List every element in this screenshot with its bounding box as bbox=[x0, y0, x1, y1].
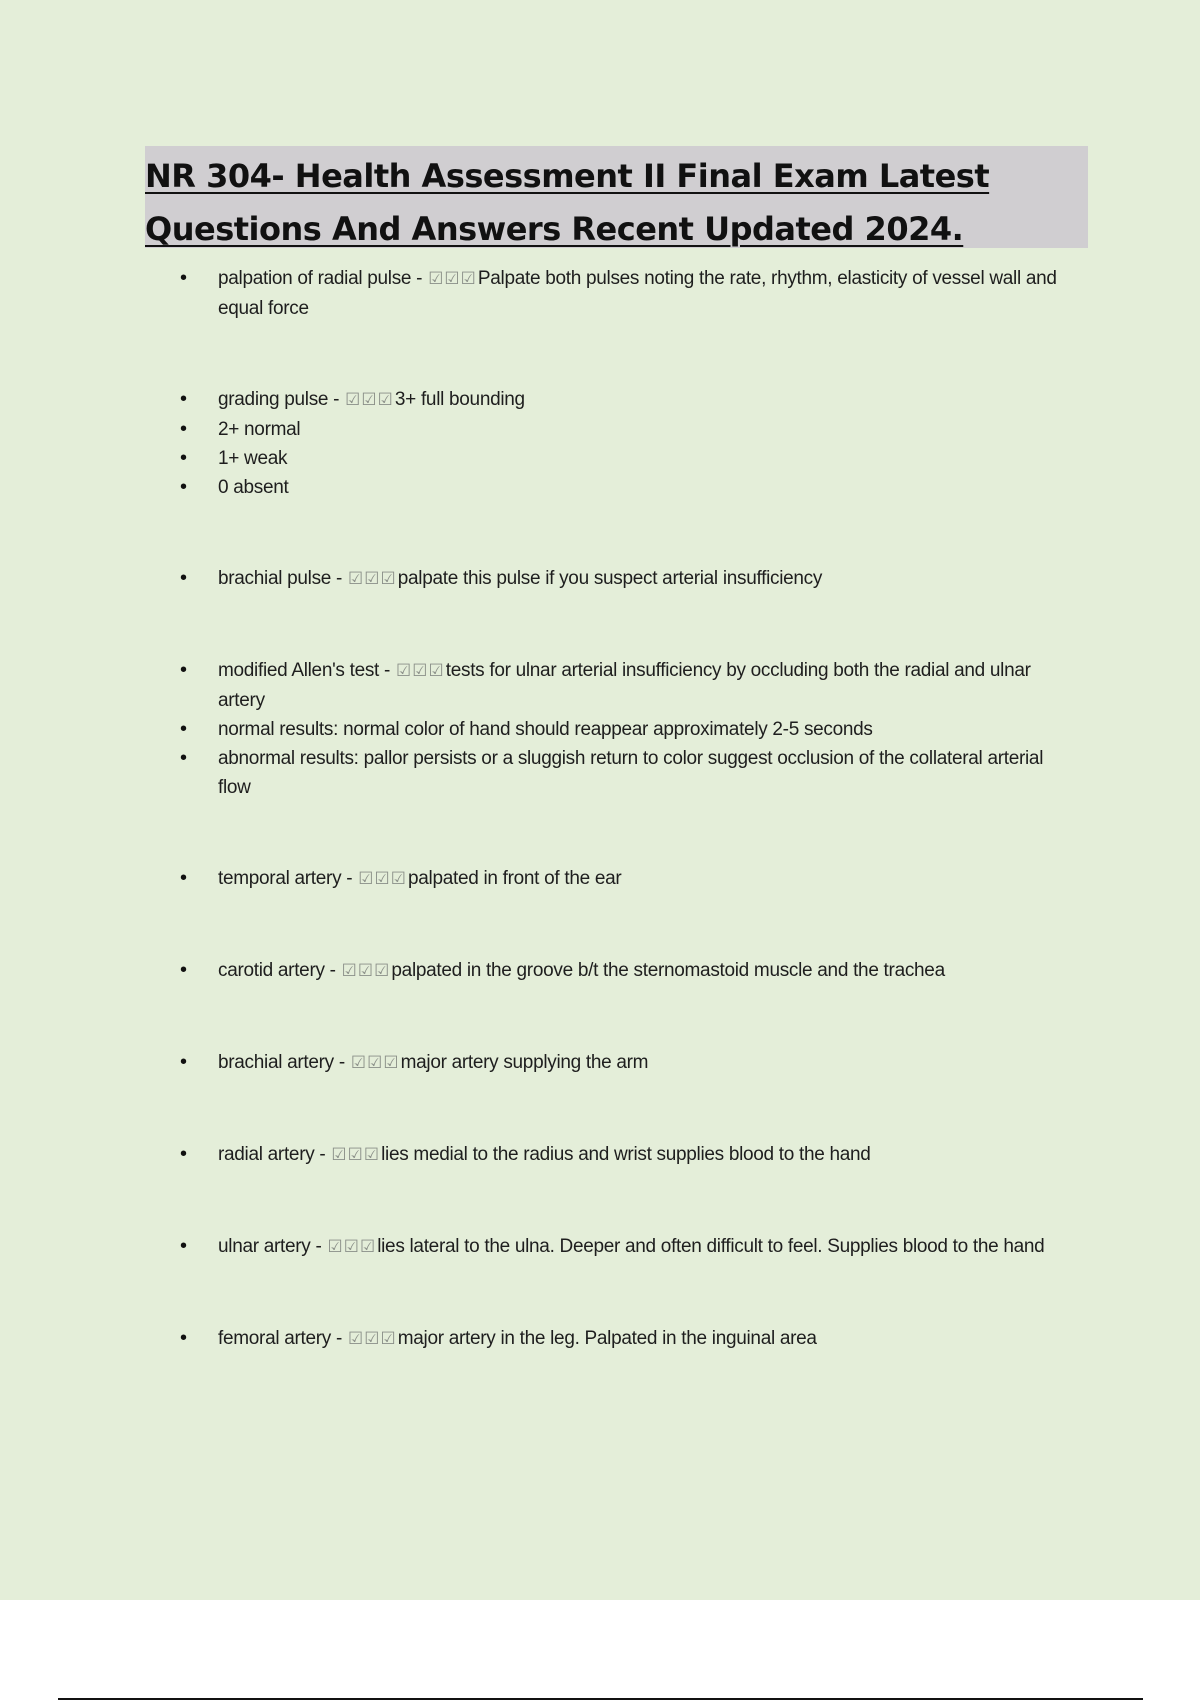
list-item bbox=[180, 1140, 1080, 1170]
list-item bbox=[180, 1048, 1080, 1078]
checkbox-icon: ☑☑☑ bbox=[348, 1329, 397, 1349]
item-term: brachial pulse - bbox=[218, 568, 348, 589]
qa-group bbox=[180, 1140, 1080, 1170]
item-term: modified Allen's test - bbox=[218, 660, 396, 681]
title-line-2: Questions And Answers Recent Updated 2024. bbox=[145, 210, 964, 248]
list-item bbox=[180, 744, 1080, 802]
qa-group bbox=[180, 864, 1080, 894]
qa-group bbox=[180, 1324, 1080, 1354]
qa-group bbox=[180, 956, 1080, 986]
item-term: palpation of radial pulse - bbox=[218, 268, 428, 289]
checkbox-icon: ☑☑☑ bbox=[396, 661, 445, 681]
item-text: palpated in front of the ear bbox=[408, 868, 622, 889]
list-item bbox=[180, 864, 1080, 894]
title-highlight bbox=[145, 146, 1088, 248]
item-text: Palpate both pulses noting the rate, rhythm, elasticity of vessel wall and equal force bbox=[218, 268, 1057, 319]
checkbox-icon: ☑☑☑ bbox=[345, 390, 394, 410]
item-text: 2+ normal bbox=[218, 419, 301, 440]
item-text: 1+ weak bbox=[218, 448, 288, 469]
list-item bbox=[180, 1324, 1080, 1354]
item-text: abnormal results: pallor persists or a sluggish return to color suggest occlusion of the collateral arterial flow bbox=[218, 748, 1044, 798]
item-text: major artery supplying the arm bbox=[400, 1052, 649, 1073]
item-text: tests for ulnar arterial insufficiency by occluding both the radial and ulnar artery bbox=[218, 660, 1031, 711]
qa-group bbox=[180, 656, 1080, 802]
list-item bbox=[180, 956, 1080, 986]
checkbox-icon: ☑☑☑ bbox=[358, 869, 407, 889]
item-text: lies medial to the radius and wrist supplies blood to the hand bbox=[381, 1144, 871, 1165]
item-text: palpated in the groove b/t the sternomastoid muscle and the trachea bbox=[391, 960, 945, 981]
item-term: ulnar artery - bbox=[218, 1236, 327, 1257]
checkbox-icon: ☑☑☑ bbox=[350, 1053, 400, 1073]
checkbox-icon: ☑☑☑ bbox=[341, 961, 391, 981]
list-item bbox=[180, 564, 1080, 594]
list-item bbox=[180, 1232, 1080, 1262]
document-title bbox=[145, 146, 1088, 256]
checkbox-icon: ☑☑☑ bbox=[428, 269, 477, 289]
list-item bbox=[180, 656, 1080, 715]
item-text: 0 absent bbox=[218, 477, 289, 498]
title-line-1: NR 304- Health Assessment II Final Exam Latest bbox=[145, 157, 990, 195]
qa-group bbox=[180, 1232, 1080, 1262]
item-text: 3+ full bounding bbox=[394, 389, 525, 410]
qa-group bbox=[180, 564, 1080, 594]
item-term: carotid artery - bbox=[218, 960, 341, 981]
list-item bbox=[180, 715, 1080, 744]
checkbox-icon: ☑☑☑ bbox=[331, 1145, 381, 1165]
qa-group bbox=[180, 264, 1080, 323]
item-text: major artery in the leg. Palpated in the inguinal area bbox=[397, 1328, 817, 1349]
item-text: palpate this pulse if you suspect arterial insufficiency bbox=[397, 568, 823, 589]
item-term: grading pulse - bbox=[218, 389, 345, 410]
list-item bbox=[180, 415, 1080, 444]
checkbox-icon: ☑☑☑ bbox=[327, 1237, 377, 1257]
list-item bbox=[180, 473, 1080, 502]
item-term: femoral artery - bbox=[218, 1328, 347, 1349]
item-text: normal results: normal color of hand should reappear approximately 2-5 seconds bbox=[218, 719, 873, 740]
item-term: temporal artery - bbox=[218, 868, 358, 889]
qa-list bbox=[180, 264, 1080, 1416]
qa-group bbox=[180, 1048, 1080, 1078]
item-term: brachial artery - bbox=[218, 1052, 350, 1073]
list-item bbox=[180, 264, 1080, 323]
list-item bbox=[180, 385, 1080, 415]
qa-group bbox=[180, 385, 1080, 502]
checkbox-icon: ☑☑☑ bbox=[348, 569, 397, 589]
list-item bbox=[180, 444, 1080, 473]
item-text: lies lateral to the ulna. Deeper and often difficult to feel. Supplies blood to the hand bbox=[377, 1236, 1045, 1257]
item-term: radial artery - bbox=[218, 1144, 331, 1165]
